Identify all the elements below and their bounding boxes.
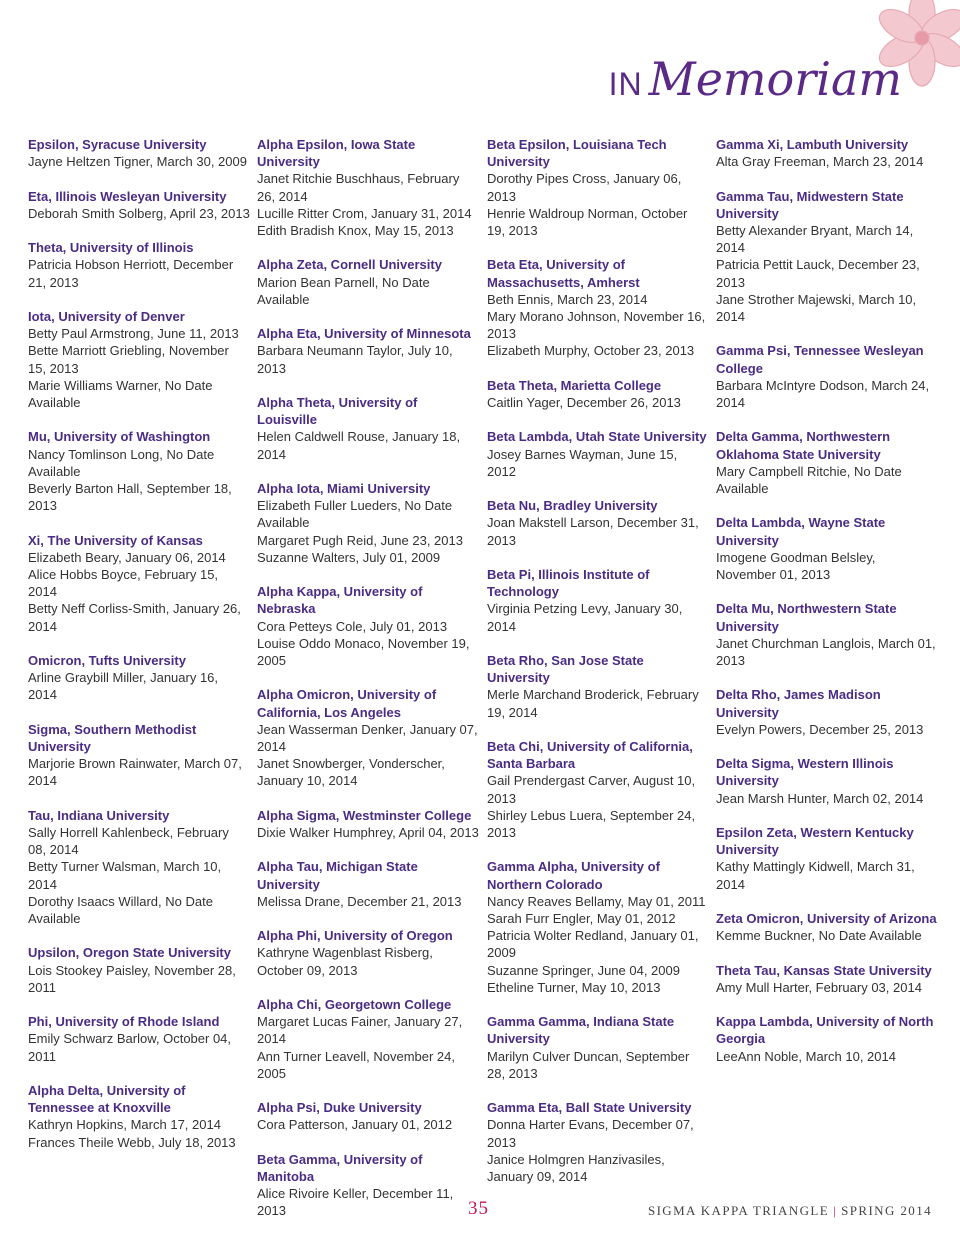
memoriam-entry: [28, 1013, 250, 1065]
chapter-name: Zeta Omicron, University of Arizona: [716, 911, 937, 926]
chapter-name: Gamma Gamma, Indiana State University: [487, 1014, 675, 1047]
memoriam-entry: [487, 1099, 709, 1185]
member-name: Frances Theile Webb, July 18, 2013: [28, 1134, 236, 1150]
member-name: Nancy Tomlinson Long, No Date Available: [28, 446, 215, 479]
member-name: Mary Campbell Ritchie, No Date Available: [716, 463, 902, 497]
member-name: Emily Schwarz Barlow, October 04, 2011: [28, 1031, 232, 1064]
chapter-name: Alpha Zeta, Cornell University: [257, 257, 442, 273]
chapter-name: Xi, The University of Kansas: [28, 532, 203, 548]
member-name: Lucille Ritter Crom, January 31, 2014: [257, 205, 472, 221]
member-name: Donna Harter Evans, December 07, 2013: [487, 1117, 694, 1150]
memoriam-entry: [487, 497, 709, 549]
member-name: Betty Paul Armstrong, June 11, 2013: [28, 326, 239, 342]
memoriam-entry: [28, 239, 250, 291]
member-name: Kathryne Wagenblast Risberg, October 09, 2013: [257, 945, 433, 978]
member-name: Margaret Pugh Reid, June 23, 2013: [257, 532, 463, 548]
chapter-name: Gamma Alpha, University of Northern Colorado: [487, 859, 660, 892]
member-name: Dixie Walker Humphrey, April 04, 2013: [257, 825, 479, 841]
memoriam-entry: [28, 428, 250, 514]
memoriam-entry: [257, 927, 479, 979]
chapter-name: Beta Pi, Illinois Institute of Technology: [487, 567, 650, 600]
member-name: Margaret Lucas Fainer, January 27, 2014: [257, 1014, 463, 1047]
member-name: Lois Stookey Paisley, November 28, 2011: [28, 962, 236, 995]
member-name: Beth Ennis, March 23, 2014: [487, 291, 648, 307]
member-name: Betty Alexander Bryant, March 14, 2014: [716, 223, 914, 256]
memoriam-entry: [716, 514, 938, 583]
chapter-name: Gamma Tau, Midwestern State University: [716, 188, 904, 221]
chapter-name: Sigma, Southern Methodist University: [28, 721, 197, 754]
member-name: Elizabeth Fuller Lueders, No Date Available: [257, 498, 453, 531]
member-name: Henrie Waldroup Norman, October 19, 2013: [487, 205, 688, 239]
chapter-name: Gamma Eta, Ball State University: [487, 1100, 692, 1116]
member-name: Suzanne Walters, July 01, 2009: [257, 549, 441, 565]
memoriam-entry: [257, 686, 479, 789]
memoriam-entry: [257, 807, 479, 841]
member-name: LeeAnn Noble, March 10, 2014: [716, 1048, 896, 1064]
memoriam-entry: [28, 136, 250, 170]
member-name: Alice Rivoire Keller, December 11, 2013: [257, 1186, 454, 1219]
memoriam-entry: [28, 652, 250, 704]
memoriam-entry: [28, 1082, 250, 1151]
memoriam-entry: [716, 342, 938, 411]
member-name: Patricia Hobson Herriott, December 21, 2013: [28, 257, 234, 290]
member-name: Kemme Buckner, No Date Available: [716, 928, 922, 944]
member-name: Betty Turner Walsman, March 10, 2014: [28, 859, 222, 892]
member-name: Josey Barnes Wayman, June 15, 2012: [487, 446, 678, 479]
member-name: Joan Makstell Larson, December 31, 2013: [487, 515, 699, 548]
memoriam-entry: [257, 480, 479, 566]
chapter-name: Alpha Chi, Georgetown College: [257, 997, 452, 1012]
member-name: Gail Prendergast Carver, August 10, 2013: [487, 773, 696, 806]
chapter-name: Beta Chi, University of California, Santa Barbara: [487, 739, 693, 772]
issue-name: SPRING 2014: [841, 1203, 932, 1218]
member-name: Mary Morano Johnson, November 16, 2013: [487, 309, 706, 342]
memoriam-entry: [487, 858, 709, 996]
memoriam-entry: [487, 566, 709, 635]
memoriam-entry: [257, 256, 479, 308]
memoriam-entry: [487, 377, 709, 411]
chapter-name: Alpha Tau, Michigan State University: [257, 859, 418, 892]
chapter-name: Beta Eta, University of Massachusetts, Amherst: [487, 257, 640, 290]
member-name: Jean Wasserman Denker, January 07, 2014: [257, 721, 478, 755]
memoriam-entry: [257, 1099, 479, 1133]
member-name: Dorothy Pipes Cross, January 06, 2013: [487, 171, 682, 204]
member-name: Marilyn Culver Duncan, September 28, 2013: [487, 1048, 690, 1081]
memoriam-entry: [28, 944, 250, 996]
chapter-name: Theta Tau, Kansas State University: [716, 962, 932, 978]
memoriam-entry: [716, 1013, 938, 1065]
chapter-name: Alpha Omicron, University of California, Los Angeles: [257, 687, 437, 720]
member-name: Barbara McIntyre Dodson, March 24, 2014: [716, 377, 930, 411]
chapter-name: Gamma Xi, Lambuth University: [716, 137, 909, 152]
footer-separator: |: [833, 1203, 838, 1218]
chapter-name: Alpha Delta, University of Tennessee at Knoxville: [28, 1083, 186, 1116]
memoriam-entry: [716, 910, 938, 944]
chapter-name: Gamma Psi, Tennessee Wesleyan College: [716, 343, 924, 376]
chapter-name: Epsilon Zeta, Western Kentucky University: [716, 825, 914, 858]
member-name: Patricia Wolter Redland, January 01, 2009: [487, 928, 699, 961]
member-name: Beverly Barton Hall, September 18, 2013: [28, 481, 232, 514]
member-name: Betty Neff Corliss-Smith, January 26, 2014: [28, 601, 241, 634]
member-name: Dorothy Isaacs Willard, No Date Available: [28, 893, 213, 927]
chapter-name: Beta Rho, San Jose State University: [487, 653, 644, 686]
memoriam-entry: [257, 583, 479, 669]
chapter-name: Alpha Kappa, University of Nebraska: [257, 584, 423, 617]
chapter-name: Beta Nu, Bradley University: [487, 498, 658, 514]
chapter-name: Delta Sigma, Western Illinois University: [716, 756, 894, 789]
member-name: Deborah Smith Solberg, April 23, 2013: [28, 205, 250, 221]
chapter-name: Beta Theta, Marietta College: [487, 377, 662, 393]
chapter-name: Iota, University of Denver: [28, 308, 185, 324]
chapter-name: Eta, Illinois Wesleyan University: [28, 188, 227, 204]
memoriam-entry: [257, 996, 479, 1082]
memoriam-entry: [257, 325, 479, 377]
chapter-name: Beta Epsilon, Louisiana Tech University: [487, 137, 667, 170]
member-name: Alta Gray Freeman, March 23, 2014: [716, 154, 924, 170]
member-name: Marie Williams Warner, No Date Available: [28, 377, 213, 410]
chapter-name: Kappa Lambda, University of North Georgia: [716, 1014, 934, 1047]
memoriam-entry: [716, 824, 938, 893]
memoriam-entry: [716, 962, 938, 996]
member-name: Evelyn Powers, December 25, 2013: [716, 721, 924, 737]
chapter-name: Delta Mu, Northwestern State University: [716, 601, 897, 634]
chapter-name: Alpha Eta, University of Minnesota: [257, 326, 471, 342]
member-name: Marion Bean Parnell, No Date Available: [257, 274, 430, 307]
memoriam-entry: [487, 738, 709, 841]
member-name: Virginia Petzing Levy, January 30, 2014: [487, 601, 683, 634]
member-name: Elizabeth Murphy, October 23, 2013: [487, 343, 695, 359]
chapter-name: Alpha Iota, Miami University: [257, 481, 431, 496]
chapter-name: Delta Lambda, Wayne State University: [716, 515, 886, 548]
memoriam-entry: [28, 532, 250, 635]
member-name: Louise Oddo Monaco, November 19, 2005: [257, 635, 470, 669]
member-name: Kathy Mattingly Kidwell, March 31, 2014: [716, 859, 915, 892]
member-name: Bette Marriott Griebling, November 15, 2013: [28, 343, 229, 376]
chapter-name: Theta, University of Illinois: [28, 240, 194, 256]
chapter-name: Alpha Epsilon, Iowa State University: [257, 137, 416, 170]
chapter-name: Upsilon, Oregon State University: [28, 945, 231, 961]
memoriam-entry: [28, 188, 250, 222]
memoriam-entry: [257, 394, 479, 463]
header-title: Memoriam: [648, 52, 902, 106]
page-number: 35: [468, 1198, 489, 1219]
member-name: Ann Turner Leavell, November 24, 2005: [257, 1048, 455, 1081]
member-name: Marjorie Brown Rainwater, March 07, 2014: [28, 756, 242, 789]
member-name: Alice Hobbs Boyce, February 15, 2014: [28, 567, 219, 600]
member-name: Arline Graybill Miller, January 16, 2014: [28, 670, 219, 703]
chapter-name: Alpha Sigma, Westminster College: [257, 807, 472, 823]
chapter-name: Alpha Psi, Duke University: [257, 1100, 422, 1116]
member-name: Janet Snowberger, Vonderscher, January 10, 2014: [257, 756, 445, 789]
page-header: [609, 52, 902, 106]
memoriam-entry: [487, 1013, 709, 1082]
member-name: Melissa Drane, December 21, 2013: [257, 893, 462, 909]
member-name: Helen Caldwell Rouse, January 18, 2014: [257, 429, 461, 462]
chapter-name: Mu, University of Washington: [28, 429, 211, 445]
member-name: Cora Patterson, January 01, 2012: [257, 1117, 453, 1133]
column-4: [716, 136, 938, 1082]
member-name: Suzanne Springer, June 04, 2009: [487, 962, 680, 978]
member-name: Merle Marchand Broderick, February 19, 2014: [487, 687, 699, 720]
publication-line: [648, 1203, 932, 1219]
member-name: Janet Ritchie Buschhaus, February 26, 2014: [257, 171, 460, 204]
member-name: Etheline Turner, May 10, 2013: [487, 979, 661, 995]
member-name: Patricia Pettit Lauck, December 23, 2013: [716, 257, 920, 290]
column-1: [28, 136, 250, 1168]
member-name: Jayne Heltzen Tigner, March 30, 2009: [28, 154, 247, 170]
member-name: Barbara Neumann Taylor, July 10, 2013: [257, 343, 453, 376]
memoriam-entry: [716, 600, 938, 669]
member-name: Shirley Lebus Luera, September 24, 2013: [487, 807, 696, 841]
memoriam-entry: [487, 136, 709, 239]
chapter-name: Delta Gamma, Northwestern Oklahoma State University: [716, 429, 891, 462]
memoriam-entry: [716, 188, 938, 326]
member-name: Kathryn Hopkins, March 17, 2014: [28, 1117, 221, 1133]
memoriam-entry: [716, 755, 938, 807]
memoriam-entry: [28, 721, 250, 790]
memoriam-entry: [257, 858, 479, 910]
column-2: [257, 136, 479, 1237]
member-name: Edith Bradish Knox, May 15, 2013: [257, 223, 454, 239]
chapter-name: Omicron, Tufts University: [28, 653, 186, 668]
chapter-name: Alpha Theta, University of Louisville: [257, 395, 418, 428]
chapter-name: Tau, Indiana University: [28, 807, 170, 823]
chapter-name: Beta Gamma, University of Manitoba: [257, 1151, 423, 1184]
member-name: Caitlin Yager, December 26, 2013: [487, 395, 681, 411]
chapter-name: Beta Lambda, Utah State University: [487, 429, 707, 445]
memoriam-entry: [257, 136, 479, 239]
publication-name: SIGMA KAPPA TRIANGLE: [647, 1203, 830, 1218]
column-3: [487, 136, 709, 1202]
header-prefix: IN: [608, 66, 643, 102]
memoriam-entry: [257, 1151, 479, 1220]
member-name: Sally Horrell Kahlenbeck, February 08, 2014: [28, 825, 229, 858]
member-name: Elizabeth Beary, January 06, 2014: [28, 549, 226, 565]
chapter-name: Phi, University of Rhode Island: [28, 1014, 220, 1030]
memoriam-entry: [487, 256, 709, 359]
chapter-name: Epsilon, Syracuse University: [28, 137, 207, 152]
memoriam-entry: [28, 807, 250, 927]
member-name: Janet Churchman Langlois, March 01, 2013: [716, 635, 936, 669]
memoriam-entry: [28, 308, 250, 411]
chapter-name: Alpha Phi, University of Oregon: [257, 928, 453, 944]
member-name: Sarah Furr Engler, May 01, 2012: [487, 911, 676, 927]
memoriam-entry: [716, 136, 938, 170]
member-name: Jean Marsh Hunter, March 02, 2014: [716, 790, 924, 806]
memoriam-entry: [487, 652, 709, 721]
member-name: Imogene Goodman Belsley, November 01, 2013: [716, 549, 876, 583]
member-name: Janice Holmgren Hanzivasiles, January 09, 2014: [487, 1151, 665, 1185]
chapter-name: Delta Rho, James Madison University: [716, 687, 881, 720]
member-name: Jane Strother Majewski, March 10, 2014: [716, 291, 917, 325]
member-name: Amy Mull Harter, February 03, 2014: [716, 979, 922, 995]
memoriam-entry: [716, 686, 938, 738]
memoriam-entry: [487, 428, 709, 480]
member-name: Cora Petteys Cole, July 01, 2013: [257, 618, 448, 634]
memoriam-entry: [716, 428, 938, 497]
member-name: Nancy Reaves Bellamy, May 01, 2011: [487, 893, 706, 909]
